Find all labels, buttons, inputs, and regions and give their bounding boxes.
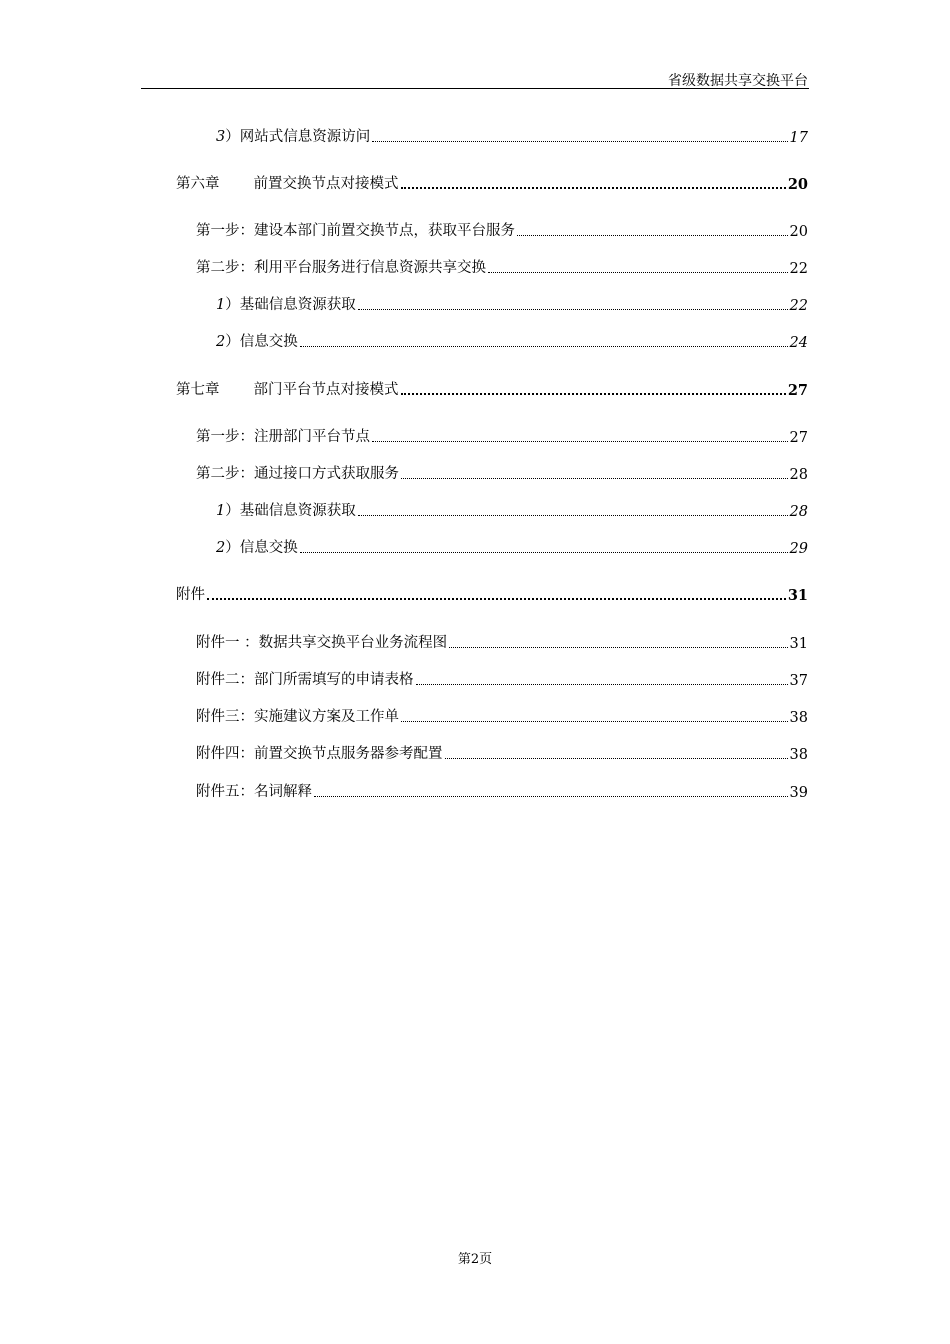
toc-entry-level2[interactable] xyxy=(196,255,808,277)
toc-entry-label: 第七章 部门平台节点对接模式 xyxy=(176,382,399,398)
toc-entry-label: 附件 xyxy=(176,587,205,603)
dot-leader xyxy=(300,345,788,347)
toc-entry-level2[interactable] xyxy=(196,741,808,763)
toc-entry-level2[interactable] xyxy=(196,461,808,483)
toc-page-number: 27 xyxy=(789,430,808,446)
toc-entry-label: 第一步：建设本部门前置交换节点，获取平台服务 xyxy=(196,223,515,239)
toc-entry-label: 附件二：部门所需填写的申请表格 xyxy=(196,672,414,688)
toc-page-number: 37 xyxy=(789,673,808,689)
toc-page-number: 29 xyxy=(789,541,808,557)
toc-page-number: 38 xyxy=(789,710,808,726)
toc-entry-label: 第二步：通过接口方式获取服务 xyxy=(196,466,399,482)
dot-leader xyxy=(488,271,788,273)
toc-page-number: 31 xyxy=(789,636,808,652)
dot-leader xyxy=(401,186,786,189)
dot-leader xyxy=(300,551,788,553)
toc-page-number: 39 xyxy=(789,785,808,801)
dot-leader xyxy=(401,477,788,479)
header-title: 省级数据共享交换平台 xyxy=(668,73,808,89)
dot-leader xyxy=(517,234,788,236)
toc-entry-label: 第六章 前置交换节点对接模式 xyxy=(176,176,399,192)
toc-entry-level3[interactable] xyxy=(216,124,808,146)
toc-entry-level2[interactable] xyxy=(196,424,808,446)
dot-leader xyxy=(401,720,788,722)
toc-page-number: 20 xyxy=(787,176,808,193)
toc-entry-level3[interactable] xyxy=(216,292,808,314)
toc-entry-label: 附件四：前置交换节点服务器参考配置 xyxy=(196,746,443,762)
toc-entry-label: 第二步：利用平台服务进行信息资源共享交换 xyxy=(196,260,486,276)
toc-page-number: 31 xyxy=(787,587,808,604)
toc-entry-chapter[interactable] xyxy=(176,377,808,399)
toc-page-number: 22 xyxy=(789,298,808,314)
toc-entry-chapter[interactable] xyxy=(176,582,808,604)
toc-entry-label: 附件三：实施建议方案及工作单 xyxy=(196,709,399,725)
toc-entry-label: 1）基础信息资源获取 xyxy=(216,297,356,313)
dot-leader xyxy=(401,392,786,395)
dot-leader xyxy=(372,140,787,142)
toc-entry-label: 附件五：名词解释 xyxy=(196,784,312,800)
toc-entry-chapter[interactable] xyxy=(176,171,808,193)
dot-leader xyxy=(449,646,787,648)
toc-page-number: 28 xyxy=(789,504,808,520)
toc-page-number: 24 xyxy=(789,335,808,351)
dot-leader xyxy=(416,683,788,685)
toc-entry-level3[interactable] xyxy=(216,535,808,557)
toc-entry-label: 2）信息交换 xyxy=(216,334,298,350)
toc-page-number: 28 xyxy=(789,467,808,483)
toc-page-number: 27 xyxy=(787,382,808,399)
dot-leader xyxy=(445,757,788,759)
toc-entry-label: 2）信息交换 xyxy=(216,540,298,556)
dot-leader xyxy=(358,308,788,310)
toc-entry-level2[interactable] xyxy=(196,667,808,689)
dot-leader xyxy=(314,795,788,797)
toc-entry-level2[interactable] xyxy=(196,630,808,652)
toc-page-number: 17 xyxy=(789,130,808,146)
toc-page-number: 38 xyxy=(789,747,808,763)
toc-entry-label: 附件一 ：数据共享交换平台业务流程图 xyxy=(196,635,448,651)
toc-entry-label: 3）网站式信息资源访问 xyxy=(216,129,371,145)
toc-entry-label: 第一步：注册部门平台节点 xyxy=(196,429,370,445)
page-footer-number: 第2页 xyxy=(457,1252,493,1267)
toc-entry-level3[interactable] xyxy=(216,329,808,351)
toc-entry-level3[interactable] xyxy=(216,498,808,520)
dot-leader xyxy=(358,514,788,516)
toc-entry-level2[interactable] xyxy=(196,779,808,801)
toc-entry-level2[interactable] xyxy=(196,704,808,726)
toc-page-number: 22 xyxy=(789,261,808,277)
header-rule xyxy=(141,88,809,89)
dot-leader xyxy=(207,597,786,600)
dot-leader xyxy=(372,440,788,442)
toc-page-number: 20 xyxy=(789,224,808,240)
toc-entry-level2[interactable] xyxy=(196,218,808,240)
toc-entry-label: 1）基础信息资源获取 xyxy=(216,503,356,519)
